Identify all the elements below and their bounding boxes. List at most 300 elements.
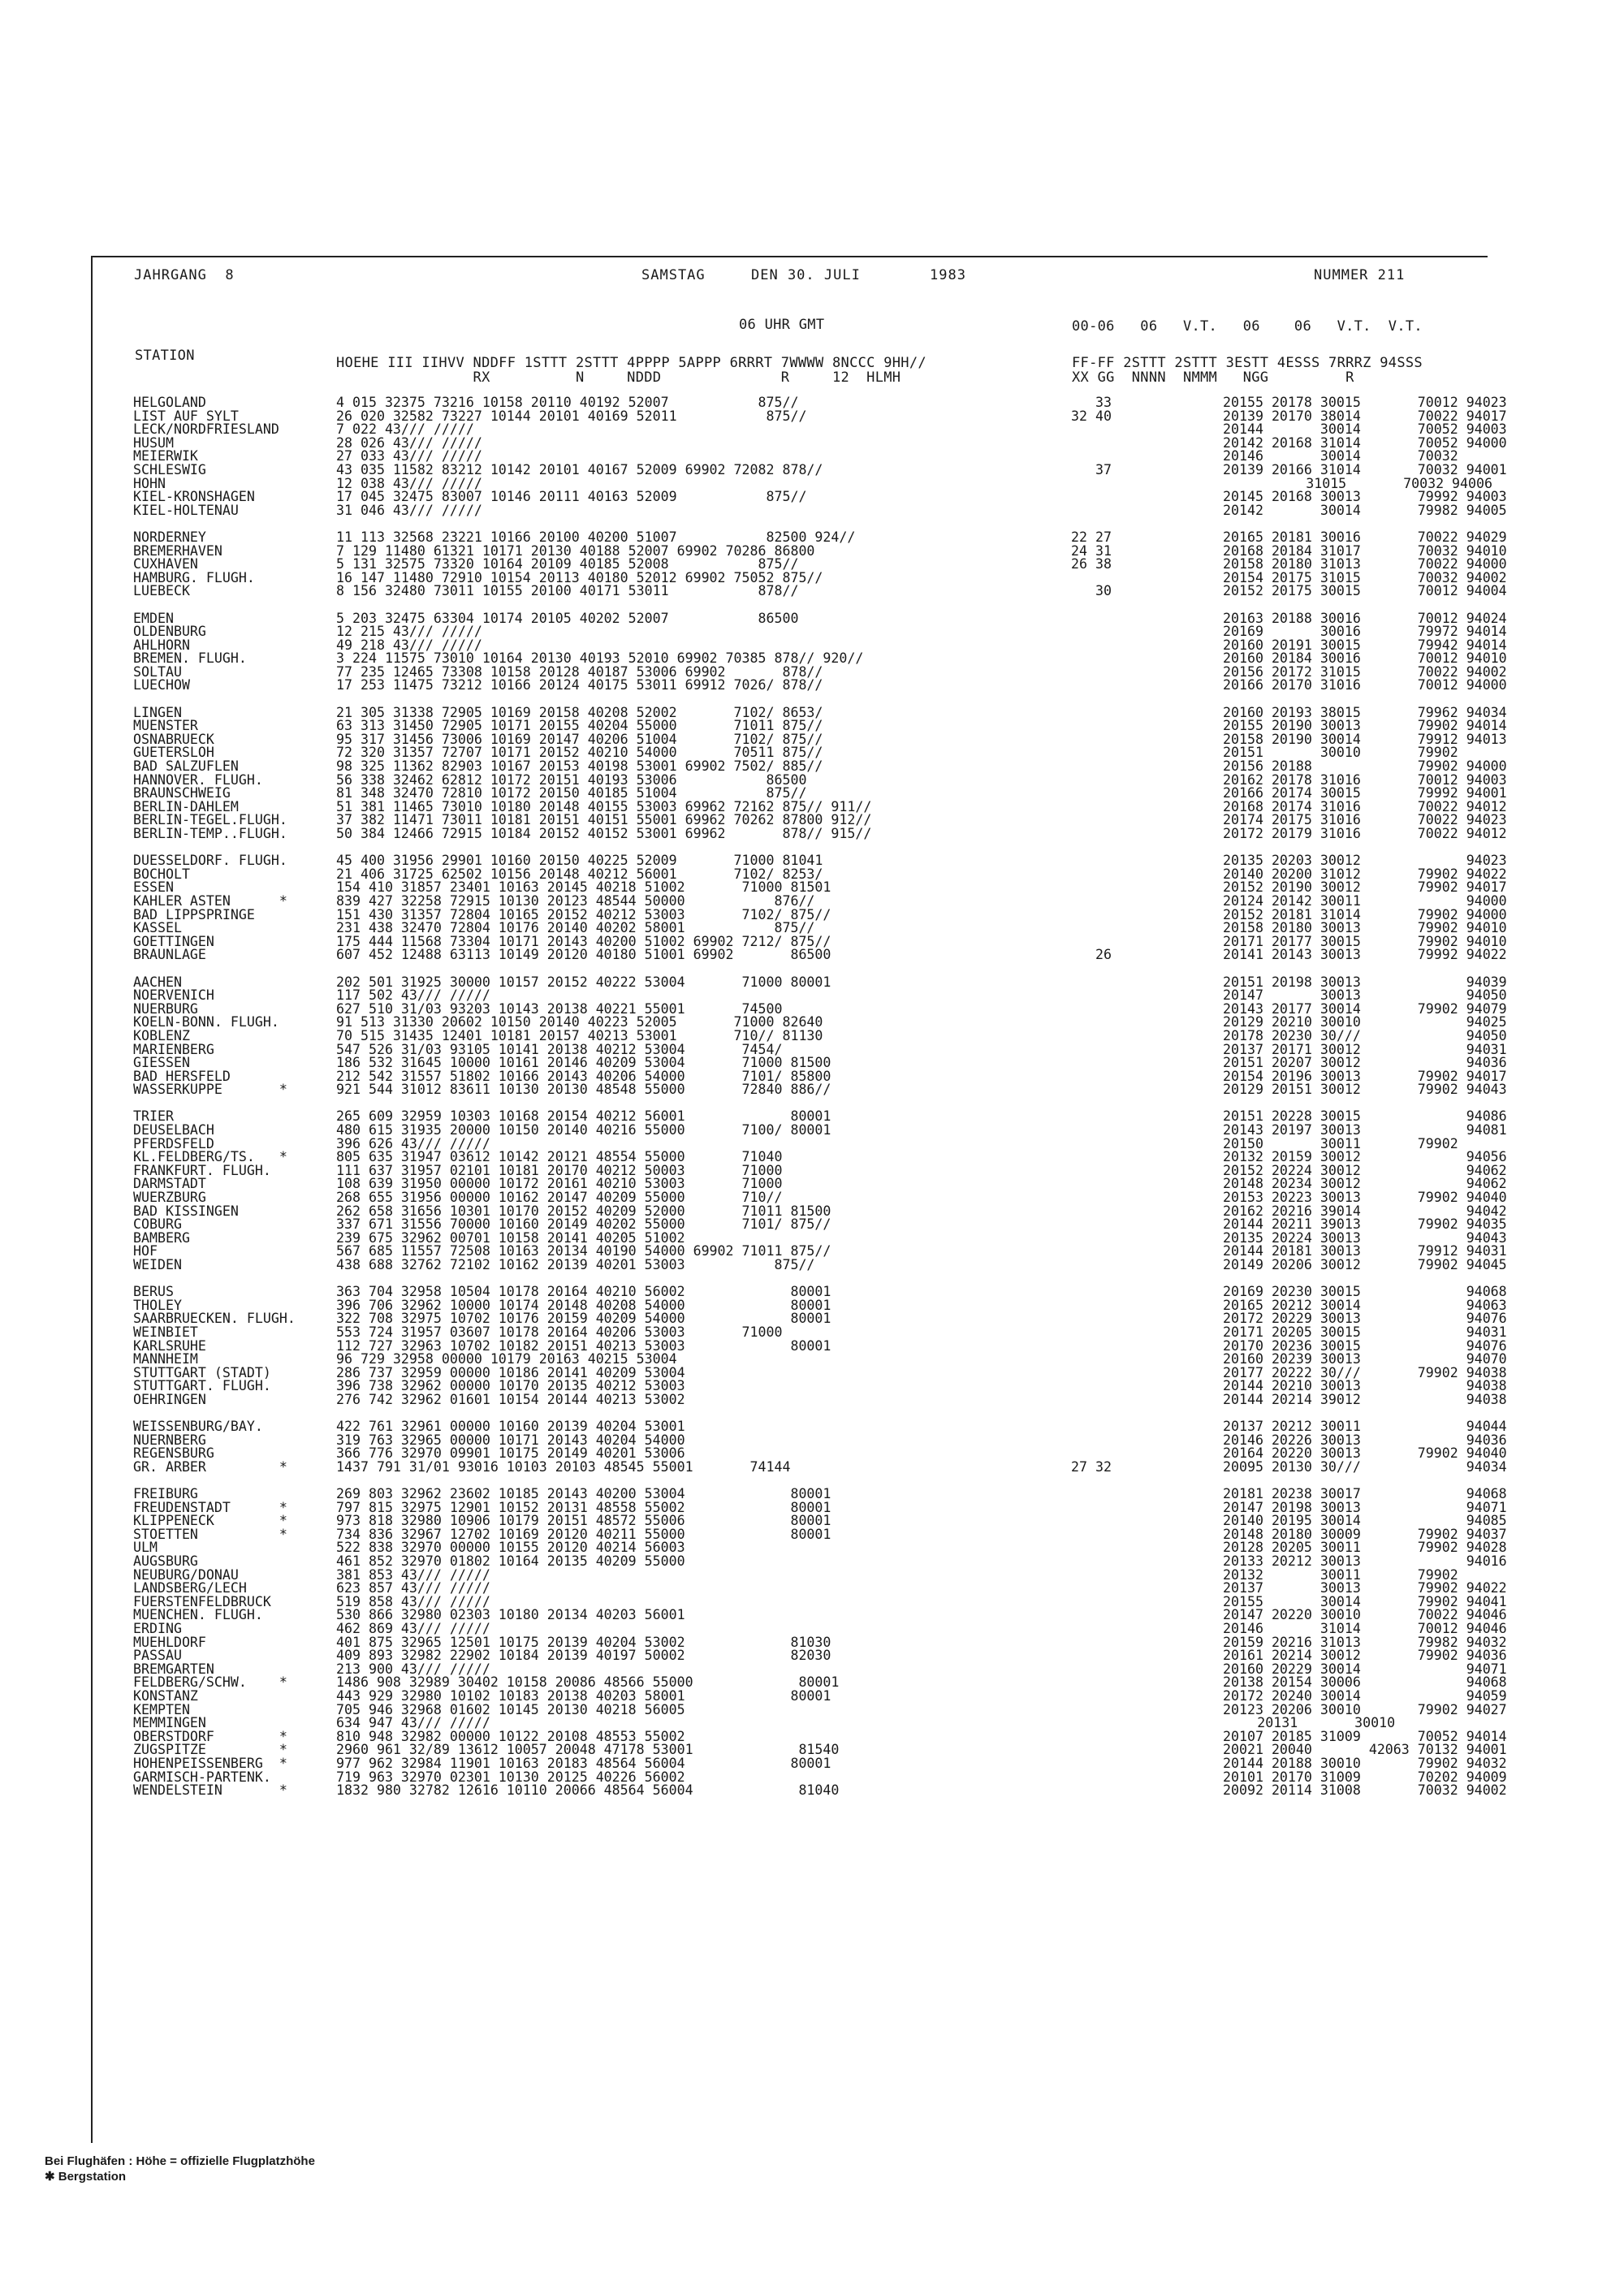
station-values: 553 724 31957 03607 10178 20164 40206 53003 71000 (336, 1324, 783, 1340)
station-group (133, 1108, 1507, 1272)
station-name: OSNABRUECK (133, 731, 214, 747)
vt-values: 20101 20170 31009 70202 94009 (1223, 1769, 1507, 1785)
station-name: ZUGSPITZE * (133, 1742, 287, 1758)
station-values: 366 776 32970 09901 10175 20149 40201 53006 (336, 1445, 685, 1462)
vt-values: 20178 20230 30/// 94050 (1223, 1027, 1507, 1043)
station-table (133, 395, 1507, 1811)
station-name: AHLHORN (133, 637, 190, 653)
station-values: 319 763 32965 00000 10171 20143 40204 54000 (336, 1432, 685, 1448)
station-values: 154 410 31857 23401 10163 20145 40218 51002 71000 81501 (336, 879, 831, 896)
station-values: 286 737 32959 00000 10186 20141 40209 53004 (336, 1364, 685, 1380)
weekday: SAMSTAG (641, 267, 706, 283)
station-values: 269 803 32962 23602 10185 20143 40200 53004 80001 (336, 1486, 831, 1502)
year: 1983 (930, 267, 966, 283)
vt-values: 20147 30013 94050 (1223, 987, 1507, 1004)
station-values: 705 946 32968 01602 10145 20130 40218 56005 (336, 1701, 685, 1717)
station-values: 627 510 31/03 93203 10143 20138 40221 55001 74500 (336, 1000, 783, 1017)
column-header-line2: RX N NDDD R 12 HLMH (336, 369, 901, 386)
station-group (133, 395, 1507, 518)
station-name: NORDERNEY (133, 529, 206, 545)
station-name: KAHLER ASTEN * (133, 892, 287, 909)
station-name: KIEL-HOLTENAU (133, 502, 239, 518)
station-name: LANDSBERG/LECH (133, 1580, 247, 1596)
station-name: OBERSTDORF * (133, 1728, 287, 1744)
vt-values: 20166 20170 31016 70012 94000 (1223, 677, 1507, 693)
vt-values: 20160 20191 30015 79942 94014 (1223, 637, 1507, 653)
station-name: MANNHEIM (133, 1351, 198, 1367)
station-values: 98 325 11362 82903 10167 20153 40198 53001 69902 7502/ 885// (336, 758, 823, 775)
station-name: KARLSRUHE (133, 1337, 206, 1354)
vt-values: 20144 20214 39012 94038 (1223, 1391, 1507, 1407)
station-values: 31 046 43/// ///// (336, 502, 482, 518)
station-header: STATION (135, 348, 195, 364)
station-name: STUTTGART. FLUGH. (133, 1378, 271, 1394)
vt-values: 20162 20216 39014 94042 (1223, 1203, 1507, 1219)
station-name: LUECHOW (133, 677, 190, 693)
vt-values: 20169 20230 30015 94068 (1223, 1284, 1507, 1300)
station-values: 17 253 11475 73212 10166 20124 40175 53011 69912 7026/ 878// (336, 677, 823, 693)
station-values: 49 218 43/// ///// (336, 637, 482, 653)
station-values: 401 875 32965 12501 10175 20139 40204 53002 81030 (336, 1634, 831, 1650)
station-name: PASSAU (133, 1648, 182, 1664)
station-name: MEMMINGEN (133, 1715, 206, 1731)
station-values: 262 658 31656 10301 10170 20152 40209 52000 71011 81500 (336, 1203, 831, 1219)
vt-values: 20092 20114 31008 70032 94002 (1223, 1782, 1507, 1799)
footer-mountain-note: ✱ Bergstation (45, 2170, 127, 2184)
station-name: KEMPTEN (133, 1701, 190, 1717)
station-values: 734 836 32967 12702 10169 20120 40211 55000 80001 (336, 1526, 831, 1542)
station-name: LUEBECK (133, 583, 190, 599)
vt-values: 20140 20200 31012 79902 94022 (1223, 866, 1507, 882)
nummer: NUMMER 211 (1314, 267, 1406, 283)
station-values: 381 853 43/// ///// (336, 1566, 490, 1583)
station-group (133, 974, 1507, 1098)
station-values: 530 866 32980 02303 10180 20134 40203 56001 (336, 1607, 685, 1623)
station-name: TRIER (133, 1108, 174, 1125)
station-name: BREMEN. FLUGH. (133, 650, 247, 667)
station-values: 3 224 11575 73010 10164 20130 40193 52010 69902 70385 878// 920// (336, 650, 864, 667)
vt-values: 20132 30011 79902 (1223, 1566, 1507, 1583)
table-row (133, 1082, 1507, 1098)
station-values: 1832 980 32782 12616 10110 20066 48564 56004 81040 (336, 1782, 840, 1799)
time-heading: 06 UHR GMT (739, 317, 825, 333)
station-group (133, 853, 1507, 963)
vt-values: 20095 20130 30/// 94034 (1223, 1458, 1507, 1475)
vt-values: 20144 20210 30013 94038 (1223, 1378, 1507, 1394)
station-values: 72 320 31357 72707 10171 20152 40210 54000 70511 875// (336, 745, 823, 761)
station-name: NUERNBERG (133, 1432, 206, 1448)
vt-values: 20161 20214 30012 79902 94036 (1223, 1648, 1507, 1664)
station-group (133, 1419, 1507, 1475)
vt-values: 20172 20229 30013 94076 (1223, 1311, 1507, 1327)
station-values: 21 406 31725 62502 10156 20148 40212 56001 7102/ 8253/ (336, 866, 823, 882)
station-name: AACHEN (133, 974, 182, 990)
wind-gust: 32 40 (1071, 408, 1112, 424)
station-name: MEIERWIK (133, 448, 198, 464)
station-name: MUENCHEN. FLUGH. (133, 1607, 263, 1623)
vt-values: 20148 20234 30012 94062 (1223, 1176, 1507, 1192)
station-name: BOCHOLT (133, 866, 190, 882)
station-group (133, 610, 1507, 693)
station-name: SOLTAU (133, 663, 182, 680)
station-values: 56 338 32462 62812 10172 20151 40193 53006 86500 (336, 771, 807, 788)
station-name: SAARBRUECKEN. FLUGH. (133, 1311, 296, 1327)
station-values: 81 348 32470 72810 10172 20150 40185 51004 875// (336, 785, 807, 801)
vt-values: 20147 20198 30013 94071 (1223, 1499, 1507, 1515)
vt-values: 20131 30010 (1257, 1715, 1492, 1731)
station-name: FREIBURG (133, 1486, 198, 1502)
vt-values: 20163 20188 30016 70012 94024 (1223, 610, 1507, 626)
vt-values: 20152 20175 30015 70012 94004 (1223, 583, 1507, 599)
table-row (133, 1458, 1507, 1475)
station-name: GUETERSLOH (133, 745, 214, 761)
vt-values: 20151 20207 30012 94036 (1223, 1055, 1507, 1071)
vt-values: 20139 20166 31014 70032 94001 (1223, 461, 1507, 477)
vt-values: 20137 30013 79902 94022 (1223, 1580, 1507, 1596)
vt-values: 20144 20181 30013 79912 94031 (1223, 1243, 1507, 1259)
station-name: FELDBERG/SCHW. * (133, 1674, 287, 1691)
station-values: 112 727 32963 10702 10182 20151 40213 53003 80001 (336, 1337, 831, 1354)
vt-values: 20152 20190 30012 79902 94017 (1223, 879, 1507, 896)
vt-values: 20107 20185 31009 70052 94014 (1223, 1728, 1507, 1744)
station-values: 186 532 31645 10000 10161 20146 40209 53004 71000 81500 (336, 1055, 831, 1071)
station-values: 111 637 31957 02101 10181 20170 40212 50003 71000 (336, 1162, 783, 1178)
station-name: KOELN-BONN. FLUGH. (133, 1014, 279, 1030)
station-values: 12 038 43/// ///// (336, 475, 482, 491)
station-name: WEISSENBURG/BAY. (133, 1419, 263, 1435)
table-row (133, 1257, 1507, 1272)
station-values: 623 857 43/// ///// (336, 1580, 490, 1596)
station-values: 337 671 31556 70000 10160 20149 40202 55000 7101/ 875// (336, 1216, 831, 1233)
station-name: GIESSEN (133, 1055, 190, 1071)
vt-values: 20138 20154 30006 94068 (1223, 1674, 1507, 1691)
station-values: 921 544 31012 83611 10130 20130 48548 55000 72840 886// (336, 1082, 831, 1098)
vt-values: 31015 70032 94006 (1257, 475, 1492, 491)
station-values: 422 761 32961 00000 10160 20139 40204 53001 (336, 1419, 685, 1435)
station-values: 810 948 32982 00000 10122 20108 48553 55002 (336, 1728, 685, 1744)
station-values: 45 400 31956 29901 10160 20150 40225 52009 71000 81041 (336, 853, 823, 869)
station-values: 1486 908 32989 30402 10158 20086 48566 55000 80001 (336, 1674, 840, 1691)
vt-values: 20156 20188 79902 94000 (1223, 758, 1507, 775)
station-group (133, 704, 1507, 841)
station-name: BERLIN-TEMP..FLUGH. (133, 826, 287, 841)
table-row (133, 826, 1507, 841)
vt-values: 20155 30014 79902 94041 (1223, 1593, 1507, 1609)
station-values: 268 655 31956 00000 10162 20147 40209 55000 710// (336, 1190, 783, 1206)
right-time-heading: 00-06 06 V.T. 06 06 V.T. V.T. (1072, 318, 1423, 335)
station-name: BAD SALZUFLEN (133, 758, 239, 775)
vt-values: 20142 30014 79982 94005 (1223, 502, 1507, 518)
station-values: 276 742 32962 01601 10154 20144 40213 53002 (336, 1391, 685, 1407)
station-name: GOETTINGEN (133, 933, 214, 949)
vt-values: 20154 20196 30013 79902 94017 (1223, 1068, 1507, 1084)
station-values: 16 147 11480 72910 10154 20113 40180 52012 69902 75052 875// (336, 569, 823, 585)
station-values: 202 501 31925 30000 10157 20152 40222 53004 71000 80001 (336, 974, 831, 990)
vt-values: 20128 20205 30011 79902 94028 (1223, 1540, 1507, 1556)
vt-values: 20168 20184 31017 70032 94010 (1223, 542, 1507, 559)
station-values: 175 444 11568 73304 10171 20143 40200 51002 69902 7212/ 875// (336, 933, 831, 949)
station-name: WENDELSTEIN * (133, 1782, 287, 1799)
vt-values: 20152 20181 31014 79902 94000 (1223, 906, 1507, 922)
vt-values: 20135 20224 30013 94043 (1223, 1229, 1507, 1246)
wind-gust: 24 31 (1071, 542, 1112, 559)
station-name: MUEHLDORF (133, 1634, 206, 1650)
station-name: THOLEY (133, 1297, 182, 1313)
station-name: LECK/NORDFRIESLAND (133, 421, 279, 438)
station-name: BRAUNLAGE (133, 947, 206, 963)
vt-values: 20165 20212 30014 94063 (1223, 1297, 1507, 1313)
date: DEN 30. JULI (751, 267, 861, 283)
station-values: 95 317 31456 73006 10169 20147 40206 51004 7102/ 875// (336, 731, 823, 747)
wind-gust: 26 (1071, 947, 1112, 963)
station-values: 805 635 31947 03612 10142 20121 48554 55000 71040 (336, 1149, 783, 1165)
vt-values: 20160 20239 30013 94070 (1223, 1351, 1507, 1367)
vt-values: 20129 20151 30012 79902 94043 (1223, 1082, 1507, 1098)
station-name: NOERVENICH (133, 987, 214, 1004)
vt-values: 20164 20220 30013 79902 94040 (1223, 1445, 1507, 1462)
station-name: BERLIN-DAHLEM (133, 798, 239, 814)
station-values: 63 313 31450 72905 10171 20155 40204 55000 71011 875// (336, 718, 823, 734)
table-row (133, 502, 1507, 518)
station-values: 443 929 32980 10102 10183 20138 40203 58001 80001 (336, 1688, 831, 1704)
station-values: 50 384 12466 72915 10184 20152 40152 53001 69962 878// 915// (336, 826, 872, 841)
vt-values: 20144 20188 30010 79902 94032 (1223, 1755, 1507, 1771)
vt-values: 20166 20174 30015 79992 94001 (1223, 785, 1507, 801)
station-values: 2960 961 32/89 13612 10057 20048 47178 53001 81540 (336, 1742, 840, 1758)
right-header-line1: FF-FF 2STTT 2STTT 3ESTT 4ESSS 7RRRZ 94SSS (1072, 355, 1423, 371)
station-values: 567 685 11557 72508 10163 20134 40190 54000 69902 71011 875// (336, 1243, 831, 1259)
station-values: 5 131 32575 73320 10164 20109 40185 52008 875// (336, 556, 799, 572)
vt-values: 20158 20180 30013 79902 94010 (1223, 920, 1507, 936)
station-name: STOETTEN * (133, 1526, 287, 1542)
station-name: COBURG (133, 1216, 182, 1233)
station-name: WASSERKUPPE * (133, 1082, 287, 1098)
station-values: 4 015 32375 73216 10158 20110 40192 52007 875// (336, 395, 799, 410)
station-name: STUTTGART (STADT) (133, 1364, 271, 1380)
table-row (133, 1391, 1507, 1407)
station-values: 37 382 11471 73011 10181 20151 40151 55001 69962 70262 87800 912// (336, 812, 872, 828)
station-name: BRAUNSCHWEIG (133, 785, 231, 801)
vt-values: 20144 30014 70052 94003 (1223, 421, 1507, 438)
station-values: 51 381 11465 73010 10180 20148 40155 53003 69962 72162 875// 911// (336, 798, 872, 814)
station-values: 77 235 12465 73308 10158 20128 40187 53006 69902 878// (336, 663, 823, 680)
station-name: BREMERHAVEN (133, 542, 222, 559)
vt-values: 20153 20223 30013 79902 94040 (1223, 1190, 1507, 1206)
station-values: 396 738 32962 00000 10170 20135 40212 53003 (336, 1378, 685, 1394)
station-name: REGENSBURG (133, 1445, 214, 1462)
table-row (133, 677, 1507, 693)
station-values: 21 305 31338 72905 10169 20158 40208 52002 7102/ 8653/ (336, 704, 823, 720)
station-values: 212 542 31557 51802 10166 20143 40206 54000 7101/ 85800 (336, 1068, 831, 1084)
vt-values: 20169 30016 79972 94014 (1223, 624, 1507, 640)
station-values: 27 033 43/// ///// (336, 448, 482, 464)
station-name: DEUSELBACH (133, 1122, 214, 1138)
vt-values: 20148 20180 30009 79902 94037 (1223, 1526, 1507, 1542)
station-group (133, 1284, 1507, 1407)
vt-values: 20174 20175 31016 70022 94023 (1223, 812, 1507, 828)
vt-values: 20137 20171 30012 94031 (1223, 1041, 1507, 1057)
station-values: 719 963 32970 02301 10130 20125 40226 56002 (336, 1769, 685, 1785)
station-name: GR. ARBER * (133, 1458, 287, 1475)
station-name: AUGSBURG (133, 1553, 198, 1570)
vt-values: 20140 20195 30014 94085 (1223, 1513, 1507, 1529)
station-values: 7 022 43/// ///// (336, 421, 474, 438)
station-name: DUESSELDORF. FLUGH. (133, 853, 287, 869)
station-values: 91 513 31330 20602 10150 20140 40223 52005 71000 82640 (336, 1014, 823, 1030)
station-name: PFERDSFELD (133, 1135, 214, 1151)
vt-values: 20168 20174 31016 70022 94012 (1223, 798, 1507, 814)
vt-values: 20144 20211 39013 79902 94035 (1223, 1216, 1507, 1233)
vt-values: 20151 30010 79902 (1223, 745, 1507, 761)
station-name: BREMGARTEN (133, 1661, 214, 1677)
wind-gust: 33 (1071, 395, 1112, 410)
station-name: KOBLENZ (133, 1027, 190, 1043)
vt-values: 20152 20224 30012 94062 (1223, 1162, 1507, 1178)
station-values: 438 688 32762 72102 10162 20139 40201 53003 875// (336, 1257, 815, 1272)
vt-values: 20162 20178 31016 70012 94003 (1223, 771, 1507, 788)
station-values: 239 675 32962 00701 10158 20141 40205 51002 (336, 1229, 685, 1246)
station-values: 96 729 32958 00000 10179 20163 40215 53004 (336, 1351, 677, 1367)
station-name: BAD HERSFELD (133, 1068, 231, 1084)
station-name: FRANKFURT. FLUGH. (133, 1162, 271, 1178)
wind-gust: 22 27 (1071, 529, 1112, 545)
station-values: 11 113 32568 23221 10166 20100 40200 51007 82500 924// (336, 529, 856, 545)
table-row (133, 1027, 1507, 1043)
station-name: EMDEN (133, 610, 174, 626)
station-values: 26 020 32582 73227 10144 20101 40169 52011 875// (336, 408, 807, 424)
station-values: 396 626 43/// ///// (336, 1135, 490, 1151)
station-name: GARMISCH-PARTENK. (133, 1769, 271, 1785)
vt-values: 20151 20198 30013 94039 (1223, 974, 1507, 990)
station-name: MARIENBERG (133, 1041, 214, 1057)
station-values: 70 515 31435 12401 10181 20157 40213 53001 710// 81130 (336, 1027, 823, 1043)
station-name: ESSEN (133, 879, 174, 896)
vt-values: 20155 20190 30013 79902 94014 (1223, 718, 1507, 734)
station-name: HUSUM (133, 434, 174, 451)
footer-airport-note: Bei Flughäfen : Höhe = offizielle Flugplatzhöhe (45, 2154, 315, 2168)
station-values: 363 704 32958 10504 10178 20164 40210 56002 80001 (336, 1284, 831, 1300)
station-name: OEHRINGEN (133, 1391, 206, 1407)
station-values: 17 045 32475 83007 10146 20111 40163 52009 875// (336, 489, 807, 505)
vt-values: 20143 20177 30014 79902 94079 (1223, 1000, 1507, 1017)
vt-values: 20137 20212 30011 94044 (1223, 1419, 1507, 1435)
station-name: HOHENPEISSENBERG * (133, 1755, 287, 1771)
wind-gust: 30 (1071, 583, 1112, 599)
station-name: HAMBURG. FLUGH. (133, 569, 255, 585)
station-values: 973 818 32980 10906 10179 20151 48572 55006 80001 (336, 1513, 831, 1529)
vt-values: 20158 20190 30014 79912 94013 (1223, 731, 1507, 747)
station-name: HOF (133, 1243, 158, 1259)
station-values: 409 893 32982 22902 10184 20139 40197 50002 82030 (336, 1648, 831, 1664)
station-values: 462 869 43/// ///// (336, 1621, 490, 1637)
vt-values: 20145 20168 30013 79992 94003 (1223, 489, 1507, 505)
station-values: 607 452 12488 63113 10149 20120 40180 51001 69902 86500 (336, 947, 831, 963)
station-values: 7 129 11480 61321 10171 20130 40188 52007 69902 70286 86800 (336, 542, 815, 559)
station-values: 322 708 32975 10702 10176 20159 40209 54000 80001 (336, 1311, 831, 1327)
vt-values: 20133 20212 30013 94016 (1223, 1553, 1507, 1570)
footer (45, 2154, 315, 2184)
vt-values: 20151 20228 30015 94086 (1223, 1108, 1507, 1125)
station-name: KLIPPENECK * (133, 1513, 287, 1529)
vt-values: 20123 20206 30010 79902 94027 (1223, 1701, 1507, 1717)
station-name: ERDING (133, 1621, 182, 1637)
station-name: BAD KISSINGEN (133, 1203, 239, 1219)
jahrgang: JAHRGANG 8 (134, 267, 235, 283)
vt-values: 20154 20175 31015 70032 94002 (1223, 569, 1507, 585)
vt-values: 20159 20216 31013 79982 94032 (1223, 1634, 1507, 1650)
station-values: 396 706 32962 10000 10174 20148 40208 54000 80001 (336, 1297, 831, 1313)
station-values: 480 615 31935 20000 10150 20140 40216 55000 7100/ 80001 (336, 1122, 831, 1138)
table-row (133, 1782, 1507, 1799)
station-name: LIST AUF SYLT (133, 408, 239, 424)
station-name: HELGOLAND (133, 395, 206, 410)
station-name: BERUS (133, 1284, 174, 1300)
vt-values: 20142 20168 31014 70052 94000 (1223, 434, 1507, 451)
station-name: HANNOVER. FLUGH. (133, 771, 263, 788)
wind-gust: 26 38 (1071, 556, 1112, 572)
vt-values: 20156 20172 31015 70022 94002 (1223, 663, 1507, 680)
vt-values: 20149 20206 30012 79902 94045 (1223, 1257, 1507, 1272)
vt-values: 20143 20197 30013 94081 (1223, 1122, 1507, 1138)
station-name: BAD LIPPSPRINGE (133, 906, 255, 922)
station-name: FREUDENSTADT * (133, 1499, 287, 1515)
vt-values: 20135 20203 30012 94023 (1223, 853, 1507, 869)
vt-values: 20158 20180 31013 70022 94000 (1223, 556, 1507, 572)
station-name: WEIDEN (133, 1257, 182, 1272)
vt-values: 20165 20181 30016 70022 94029 (1223, 529, 1507, 545)
station-values: 151 430 31357 72804 10165 20152 40212 53003 7102/ 875// (336, 906, 831, 922)
right-header-line2: XX GG NNNN NMMM NGG R (1072, 369, 1354, 386)
wind-gust: 27 32 (1071, 1458, 1112, 1475)
station-name: KL.FELDBERG/TS. * (133, 1149, 287, 1165)
station-values: 117 502 43/// ///// (336, 987, 490, 1004)
vt-values: 20160 20229 30014 94071 (1223, 1661, 1507, 1677)
vt-values: 20170 20236 30015 94076 (1223, 1337, 1507, 1354)
station-name: KIEL-KRONSHAGEN (133, 489, 255, 505)
vt-values: 20132 20159 30012 94056 (1223, 1149, 1507, 1165)
station-group (133, 1486, 1507, 1799)
vt-values: 20171 20205 30015 94031 (1223, 1324, 1507, 1340)
station-name: NUERBURG (133, 1000, 198, 1017)
station-values: 231 438 32470 72804 10176 20140 40202 58001 875// (336, 920, 815, 936)
vt-values: 20177 20222 30/// 79902 94038 (1223, 1364, 1507, 1380)
station-values: 5 203 32475 63304 10174 20105 40202 52007 86500 (336, 610, 799, 626)
station-group (133, 529, 1507, 599)
station-name: FUERSTENFELDBRUCK (133, 1593, 271, 1609)
station-values: 461 852 32970 01802 10164 20135 40209 55000 (336, 1553, 685, 1570)
station-name: WUERZBURG (133, 1190, 206, 1206)
station-values: 265 609 32959 10303 10168 20154 40212 56001 80001 (336, 1108, 831, 1125)
station-name: DARMSTADT (133, 1176, 206, 1192)
vt-values: 20150 30011 79902 (1223, 1135, 1507, 1151)
vt-values: 20139 20170 38014 70022 94017 (1223, 408, 1507, 424)
station-name: NEUBURG/DONAU (133, 1566, 239, 1583)
station-values: 108 639 31950 00000 10172 20161 40210 53003 71000 (336, 1176, 783, 1192)
station-values: 977 962 32984 11901 10163 20183 48564 56004 80001 (336, 1755, 831, 1771)
station-values: 28 026 43/// ///// (336, 434, 482, 451)
station-name: ULM (133, 1540, 158, 1556)
station-name: HOHN (133, 475, 166, 491)
station-values: 12 215 43/// ///// (336, 624, 482, 640)
station-values: 522 838 32970 00000 10155 20120 40214 56003 (336, 1540, 685, 1556)
wind-gust: 37 (1071, 461, 1112, 477)
column-header-line1: HOEHE III IIHVV NDDFF 1STTT 2STTT 4PPPP 5APPP 6RRRT 7WWWW 8NCCC 9HH// (336, 355, 926, 371)
station-name: KONSTANZ (133, 1688, 198, 1704)
vt-values: 20141 20143 30013 79992 94022 (1223, 947, 1507, 963)
station-values: 797 815 32975 12901 10152 20131 48558 55002 80001 (336, 1499, 831, 1515)
vt-values: 20146 31014 70012 94046 (1223, 1621, 1507, 1637)
station-name: BERLIN-TEGEL.FLUGH. (133, 812, 287, 828)
